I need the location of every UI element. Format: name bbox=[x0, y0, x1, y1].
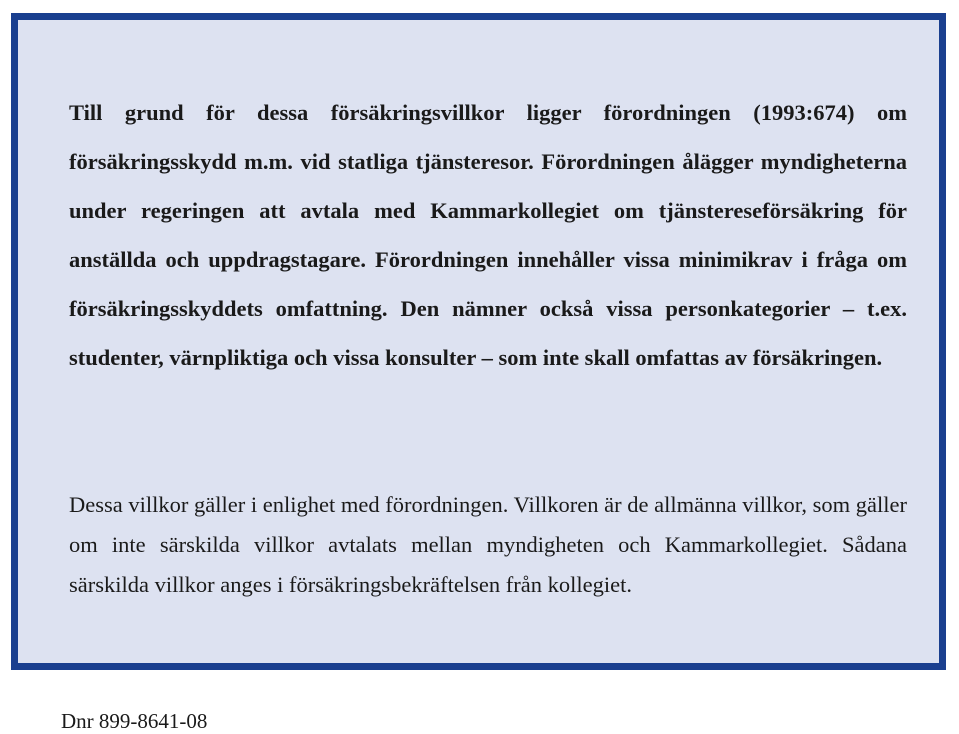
terms-paragraph: Dessa villkor gäller i enlighet med förordningen. Villkoren är de allmänna villkor, som gäller om inte särskilda villkor avtalats mellan myndigheten och Kammarkollegiet. Sådana särskilda villkor anges i försäkringsbekräftelsen från kollegiet. bbox=[69, 492, 907, 597]
reference-number: Dnr 899-8641-08 bbox=[61, 709, 208, 733]
info-box bbox=[11, 13, 946, 670]
intro-paragraph: Till grund för dessa försäkringsvillkor ligger förordningen (1993:674) om försäkringsskydd m.m. vid statliga tjänsteresor. Förordningen ålägger myndigheterna under regeringen att avtala med Kammarkollegiet om tjänstereseförsäkring för anställda och uppdragstagare. Förordningen innehåller vissa minimikrav i fråga om försäkringsskyddets omfattning. Den nämner också vissa personkategorier – t.ex. studenter, värnpliktiga och vissa konsulter – som inte skall omfattas av försäkringen. bbox=[69, 100, 907, 370]
